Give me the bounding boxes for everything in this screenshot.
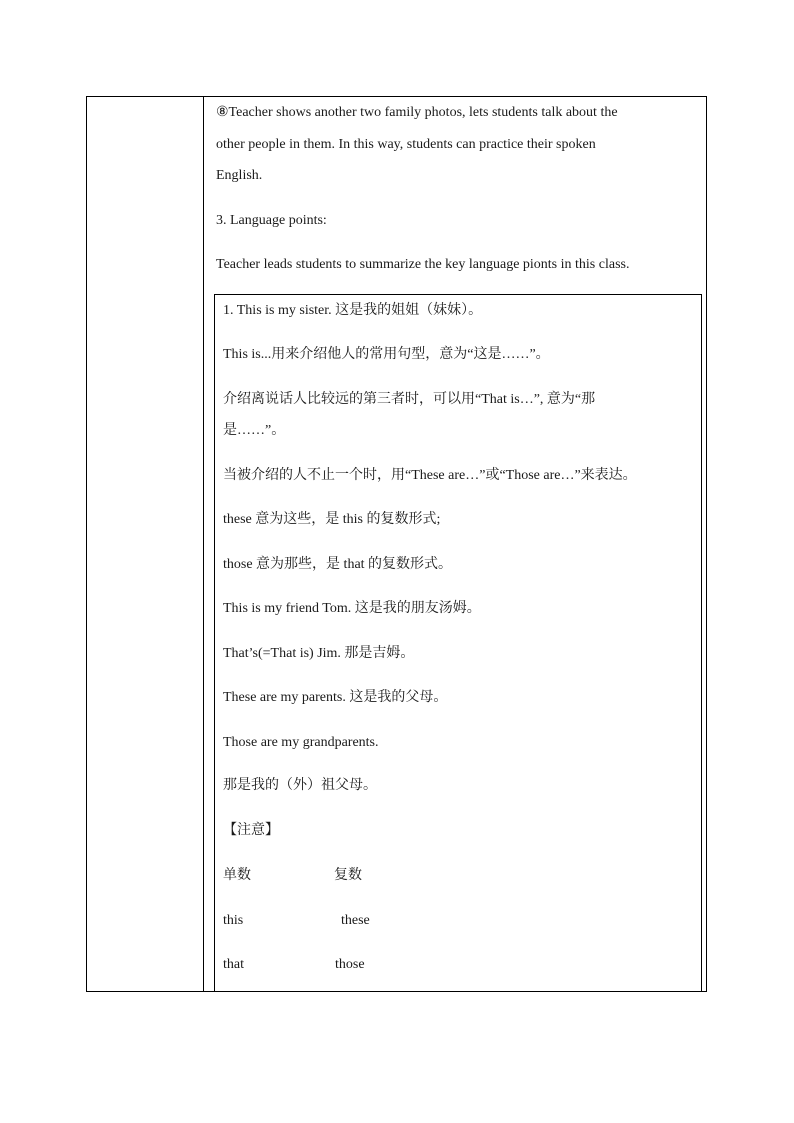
- step-8-line-1: ⑧Teacher shows another two family photos, lets students talk about the: [216, 105, 618, 120]
- row-1-singular: this: [223, 913, 244, 928]
- note-1: 1. This is my sister. 这是我的姐姐（妹妹）。: [223, 303, 483, 318]
- note-5: these 意为这些，是 this 的复数形式;: [223, 512, 441, 527]
- language-notes-box: [214, 294, 702, 992]
- note-3b: 是……”。: [223, 423, 286, 438]
- row-1-plural: these: [341, 913, 370, 928]
- language-points-intro: Teacher leads students to summarize the key language pionts in this class.: [216, 257, 630, 272]
- step-8-line-2: other people in them. In this way, students can practice their spoken: [216, 137, 596, 152]
- step-8-line-3: English.: [216, 168, 263, 183]
- lesson-plan-table: [86, 96, 707, 992]
- left-column-cell: [87, 97, 204, 991]
- example-4: Those are my grandparents.: [223, 735, 379, 750]
- example-1: This is my friend Tom. 这是我的朋友汤姆。: [223, 601, 481, 616]
- note-3a: 介绍离说话人比较远的第三者时，可以用“That is…”, 意为“那: [223, 392, 596, 407]
- language-points-heading: 3. Language points:: [216, 213, 327, 228]
- note-6: those 意为那些，是 that 的复数形式。: [223, 557, 453, 572]
- header-plural: 复数: [334, 868, 362, 883]
- row-2-singular: that: [223, 957, 244, 972]
- example-2: That’s(=That is) Jim. 那是吉姆。: [223, 646, 415, 661]
- note-4: 当被介绍的人不止一个时，用“These are…”或“Those are…”来表达。: [223, 468, 637, 483]
- note-2: This is...用来介绍他人的常用句型，意为“这是……”。: [223, 347, 550, 362]
- header-singular: 单数: [223, 868, 251, 883]
- row-2-plural: those: [335, 957, 365, 972]
- example-3: These are my parents. 这是我的父母。: [223, 690, 448, 705]
- attention-label: 【注意】: [223, 823, 279, 838]
- right-column-cell: [204, 97, 706, 991]
- example-4-translation: 那是我的（外）祖父母。: [223, 778, 377, 793]
